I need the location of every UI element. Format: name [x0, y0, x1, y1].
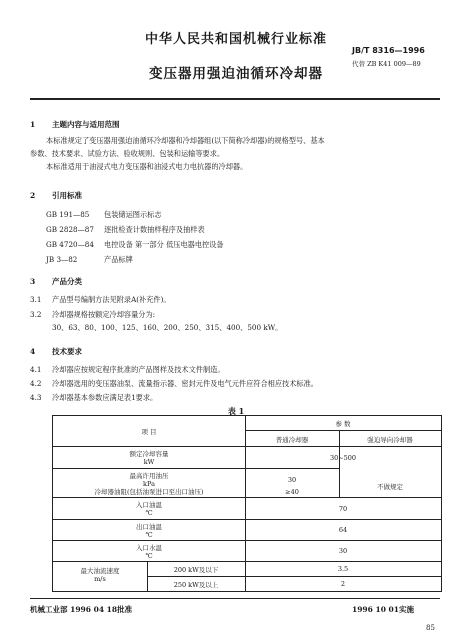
section-2-heading: 2 引用标准	[30, 191, 82, 200]
row-label: 入口水温	[136, 544, 162, 552]
table-divider	[53, 561, 441, 562]
row-value: 70	[338, 505, 348, 513]
clause-4-2: 4.2 冷却器选用的变压器油泵、流量指示器、密封元件及电气元件应符合相应技术标准。	[30, 379, 318, 388]
issuing-authority: 中华人民共和国机械行业标准	[144, 32, 327, 47]
row-value: 30	[338, 547, 348, 555]
table-caption: 表 1	[227, 406, 245, 416]
row-value: 64	[338, 526, 348, 534]
row-sub-label: 200 kW及以下	[173, 566, 219, 574]
row-unit: ℃	[145, 531, 153, 539]
row-label: 额定冷却容量	[129, 450, 169, 458]
row-unit: m/s	[94, 575, 106, 583]
section-1-heading: 1 主题内容与适用范围	[30, 120, 120, 129]
reference-item: JB 3—82 产品标牌	[46, 255, 133, 264]
approval-date: 机械工业部 1996 04 18批准	[30, 605, 133, 614]
table-divider	[147, 576, 441, 577]
title-divider	[30, 98, 440, 100]
table-divider	[53, 497, 441, 498]
reference-item: GB 2828—87 逐批检查计数抽样程序及抽样表	[46, 225, 205, 234]
clause-3-2: 3.2 冷却器规格按额定冷却容量分为:	[30, 310, 156, 319]
header-parameters: 参 数	[335, 420, 351, 428]
row-unit: kW	[143, 458, 155, 466]
clause-4-1: 4.1 冷却器应按规定程序批准的产品图样及技术文件制造。	[30, 365, 225, 374]
row-label: 冷却器油阻(包括油泵进口至出口油压)	[94, 488, 204, 496]
table-divider	[53, 468, 339, 469]
header-normal-cooler: 普通冷却器	[275, 436, 309, 444]
footer-divider	[30, 598, 440, 599]
row-unit: kPa	[143, 480, 155, 488]
cooler-size-list: 30、63、80、100、125、160、200、250、315、400、500 kW。	[52, 323, 283, 332]
header-forced-cooler: 强迫导向冷却器	[367, 436, 413, 444]
row-unit: ℃	[145, 552, 153, 560]
header-item: 项 目	[141, 428, 157, 436]
row-label: 最高许用油压	[129, 472, 169, 480]
row-unit: ℃	[145, 509, 153, 517]
effective-date: 1996 10 01实施	[352, 605, 414, 614]
table-divider	[53, 540, 441, 541]
row-value: 3.5	[337, 565, 349, 573]
table-divider	[53, 519, 441, 520]
row-value-forced: 不做规定	[377, 483, 403, 491]
section-4-heading: 4 技术要求	[30, 347, 82, 356]
clause-3-1: 3.1 产品型号编制方法见附录A(补充件)。	[30, 295, 171, 304]
clause-4-3: 4.3 冷却器基本参数应满足表1要求。	[30, 393, 158, 402]
row-value: 30	[287, 476, 297, 484]
row-sub-label: 250 kW及以上	[173, 581, 219, 589]
row-value: 30~500	[329, 454, 357, 462]
section-3-heading: 3 产品分类	[30, 277, 82, 286]
row-value: 2	[340, 580, 346, 588]
table-divider	[245, 430, 441, 431]
row-label: 最大油流速度	[80, 567, 120, 575]
parameter-table	[52, 415, 442, 592]
row-label: 入口油温	[136, 501, 162, 509]
replaced-standard: 代替 ZB K41 009—89	[352, 60, 421, 68]
section-1-body: 本标准规定了变压器用强迫油循环冷却器和冷却器组(以下简称冷却器)的规格型号、基本 参数、技术要求、试验方法、验收规则、包装和运输等要求。 本标准适用于油浸式电力变压器和油浸式电力电抗器的冷却器。	[30, 136, 325, 171]
page-number: 85	[426, 624, 435, 632]
standard-number: JB/T 8316—1996	[352, 46, 425, 55]
row-value: ≥40	[285, 488, 299, 496]
row-label: 出口油温	[136, 523, 162, 531]
table-divider	[53, 446, 441, 447]
reference-item: GB 191—85 包装储运图示标志	[46, 210, 162, 219]
document-title: 变压器用强迫油循环冷却器	[149, 66, 323, 82]
reference-item: GB 4720—84 电控设备 第一部分 低压电器电控设备	[46, 240, 224, 249]
